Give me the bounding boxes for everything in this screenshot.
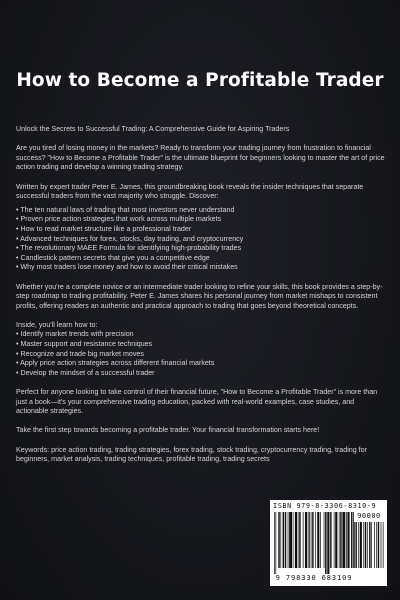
price-code: 90000 [357, 512, 381, 520]
learn-list [16, 330, 388, 378]
list-item: • The ten natural laws of trading that most investors never understand [16, 206, 388, 216]
intro-paragraph: Are you tired of losing money in the markets? Ready to transform your trading journey from frustration to financial success? "How to Become a Profitable Trader" is the ultimate blueprint for beginners looking to master the art of price action trading and develop a winning trading strategy. [16, 144, 385, 172]
addon-barcode-icon [354, 522, 384, 574]
isbn-barcode [270, 500, 387, 586]
list-item: • Why most traders lose money and how to avoid their critical mistakes [16, 263, 388, 273]
list-item: • Recognize and trade big market moves [16, 350, 388, 360]
blurb [16, 125, 388, 474]
subtitle: Unlock the Secrets to Successful Trading: A Comprehensive Guide for Aspiring Traders [16, 125, 290, 133]
book-title: How to Become a Profitable Trader [16, 70, 384, 91]
author-paragraph: Written by expert trader Peter E. James, this groundbreaking book reveals the insider techniques that separate successful traders from the vast majority who struggle. Discover: [16, 182, 364, 201]
barcode-bars-icon [274, 512, 354, 574]
list-item: • Master support and resistance techniques [16, 340, 388, 350]
perfect-for-paragraph: Perfect for anyone looking to take control of their financial future, "How to Become a Profitable Trader" is more than just a book—it's your comprehensive trading education, packed with real-world examples, case studies, and actionable strategies. [16, 388, 378, 416]
isbn-number: ISBN 979-8-3306-8310-9 [273, 502, 377, 510]
call-to-action: Take the first step towards becoming a profitable trader. Your financial transformation starts here! [16, 426, 320, 435]
list-item: • Develop the mindset of a successful trader [16, 369, 388, 379]
audience-paragraph: Whether you're a complete novice or an intermediate trader looking to refine your skills, this book provides a step-by-step roadmap to trading profitability. Peter E. James shares his personal journey from market mishaps to consistent profits, offering readers an authentic and practical approach to trading that goes beyond theoretical concepts. [16, 282, 383, 310]
discover-list [16, 206, 388, 273]
list-item: • Proven price action strategies that work across multiple markets [16, 215, 388, 225]
list-item: • How to read market structure like a professional trader [16, 225, 388, 235]
list-item: • Advanced techniques for forex, stocks, day trading, and cryptocurrency [16, 235, 388, 245]
list-item: • The revolutionary MAEE Formula for identifying high-probability trades [16, 244, 388, 254]
list-item: • Candlestick pattern secrets that give you a competitive edge [16, 254, 388, 264]
keywords: Keywords: price action trading, trading strategies, forex trading, stock trading, cryptocurrency trading, trading for beginners, market analysis, trading techniques, profitable trading, trading secrets [16, 445, 367, 464]
list-item: • Apply price action strategies across different financial markets [16, 359, 388, 369]
learn-intro: Inside, you'll learn how to: [16, 320, 98, 329]
list-item: • Identify market trends with precision [16, 330, 388, 340]
barcode-digits: 9 798330 683109 [275, 574, 353, 582]
